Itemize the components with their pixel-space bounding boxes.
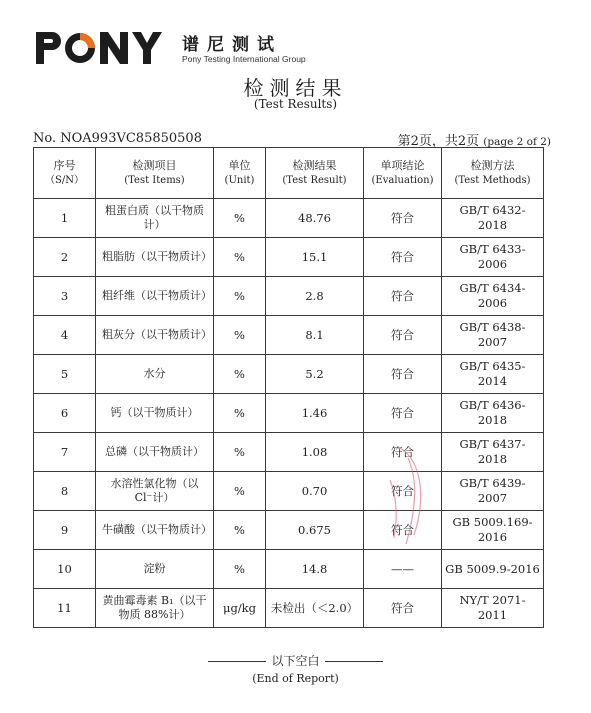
header-cn: 检测结果 <box>292 159 337 172</box>
cell-sn: 2 <box>34 238 96 277</box>
cell-item: 牛磺酸（以干物质计） <box>96 511 214 550</box>
pony-logo-mark <box>34 28 174 68</box>
cell-item: 粗蛋白质（以干物质计） <box>96 199 214 238</box>
cell-evaluation: 符合 <box>364 472 442 511</box>
cell-method: GB/T 6436-2018 <box>442 394 544 433</box>
table-row <box>34 277 544 316</box>
cell-item: 粗灰分（以干物质计） <box>96 316 214 355</box>
cell-method: GB/T 6434-2006 <box>442 277 544 316</box>
header-test-methods <box>442 148 544 199</box>
cell-method: GB/T 6437-2018 <box>442 433 544 472</box>
cell-unit: % <box>214 511 266 550</box>
cell-unit: % <box>214 472 266 511</box>
cell-unit: % <box>214 394 266 433</box>
cell-unit: % <box>214 199 266 238</box>
cell-result: 1.46 <box>266 394 364 433</box>
cell-item: 黄曲霉毒素 B₁（以干物质 88%计） <box>96 589 214 628</box>
header-cn: 单位 <box>228 159 251 172</box>
cell-evaluation: 符合 <box>364 316 442 355</box>
cell-unit: % <box>214 277 266 316</box>
table-row <box>34 238 544 277</box>
table-row <box>34 589 544 628</box>
pony-logo <box>34 28 174 77</box>
header-evaluation <box>364 148 442 199</box>
table-row <box>34 433 544 472</box>
page-title: 检测结果 <box>243 76 348 100</box>
cell-sn: 3 <box>34 277 96 316</box>
cell-item: 水溶性氯化物（以Cl⁻计） <box>96 472 214 511</box>
table-row <box>34 394 544 433</box>
header-test-items <box>96 148 214 199</box>
cell-sn: 4 <box>34 316 96 355</box>
cell-evaluation: —— <box>364 550 442 589</box>
cell-item: 粗脂肪（以干物质计） <box>96 238 214 277</box>
cell-evaluation: 符合 <box>364 394 442 433</box>
cell-method: GB/T 6433-2006 <box>442 238 544 277</box>
end-of-report-label: 以下空白 <box>271 654 320 668</box>
company-header <box>34 28 334 68</box>
cell-result: 48.76 <box>266 199 364 238</box>
table-header-row <box>34 148 544 199</box>
header-cn: 检测方法 <box>470 159 515 172</box>
cell-sn: 6 <box>34 394 96 433</box>
header-en: (Test Items) <box>124 175 185 186</box>
cell-result: 1.08 <box>266 433 364 472</box>
cell-unit: % <box>214 238 266 277</box>
cell-result: 15.1 <box>266 238 364 277</box>
cell-method: GB/T 6435-2014 <box>442 355 544 394</box>
company-name-cn: 谱尼测试 <box>182 35 282 55</box>
cell-unit: % <box>214 316 266 355</box>
cell-item: 淀粉 <box>96 550 214 589</box>
cell-evaluation: 符合 <box>364 238 442 277</box>
divider <box>208 661 266 662</box>
end-of-report-cn <box>0 652 591 669</box>
cell-method: GB/T 6432-2018 <box>442 199 544 238</box>
end-of-report-en: (End of Report) <box>252 672 339 685</box>
table-row <box>34 199 544 238</box>
header-en: (Test Methods) <box>454 175 531 186</box>
cell-sn: 8 <box>34 472 96 511</box>
header-en: (Unit) <box>224 175 255 186</box>
cell-evaluation: 符合 <box>364 433 442 472</box>
table-row <box>34 316 544 355</box>
divider <box>325 661 383 662</box>
page-indicator-cn: 第2页，共2页 <box>397 134 480 149</box>
cell-method: GB 5009.9-2016 <box>442 550 544 589</box>
cell-sn: 10 <box>34 550 96 589</box>
cell-method: NY/T 2071-2011 <box>442 589 544 628</box>
cell-result: 0.70 <box>266 472 364 511</box>
cell-unit: % <box>214 433 266 472</box>
cell-evaluation: 符合 <box>364 355 442 394</box>
cell-sn: 5 <box>34 355 96 394</box>
cell-sn: 11 <box>34 589 96 628</box>
cell-result: 14.8 <box>266 550 364 589</box>
header-cn: 序号 <box>53 159 76 172</box>
cell-sn: 9 <box>34 511 96 550</box>
header-test-result <box>266 148 364 199</box>
cell-item: 钙（以干物质计） <box>96 394 214 433</box>
table-row <box>34 550 544 589</box>
cell-item: 水分 <box>96 355 214 394</box>
cell-result: 0.675 <box>266 511 364 550</box>
cell-result: 2.8 <box>266 277 364 316</box>
cell-method: GB 5009.169-2016 <box>442 511 544 550</box>
cell-sn: 7 <box>34 433 96 472</box>
cell-result: 未检出（＜2.0） <box>266 589 364 628</box>
cell-result: 5.2 <box>266 355 364 394</box>
header-en: （S/N） <box>45 175 84 186</box>
cell-unit: μg/kg <box>214 589 266 628</box>
cell-method: GB/T 6438-2007 <box>442 316 544 355</box>
results-table <box>33 147 544 628</box>
report-number: No. NOA993VC85850508 <box>33 131 202 146</box>
table-row <box>34 511 544 550</box>
cell-sn: 1 <box>34 199 96 238</box>
cell-evaluation: 符合 <box>364 589 442 628</box>
company-name-en: Pony Testing International Group <box>182 54 306 64</box>
header-cn: 检测项目 <box>132 159 177 172</box>
cell-result: 8.1 <box>266 316 364 355</box>
cell-evaluation: 符合 <box>364 277 442 316</box>
table-row <box>34 472 544 511</box>
cell-evaluation: 符合 <box>364 199 442 238</box>
cell-method: GB/T 6439-2007 <box>442 472 544 511</box>
cell-unit: % <box>214 355 266 394</box>
cell-item: 总磷（以干物质计） <box>96 433 214 472</box>
header-cn: 单项结论 <box>380 159 425 172</box>
page-indicator-en: (page 2 of 2) <box>483 136 551 148</box>
header-sn <box>34 148 96 199</box>
cell-unit: % <box>214 550 266 589</box>
header-en: (Evaluation) <box>371 175 434 186</box>
table-row <box>34 355 544 394</box>
header-unit <box>214 148 266 199</box>
page-subtitle: (Test Results) <box>253 97 338 111</box>
cell-evaluation: 符合 <box>364 511 442 550</box>
header-en: (Test Result) <box>282 175 347 186</box>
cell-item: 粗纤维（以干物质计） <box>96 277 214 316</box>
